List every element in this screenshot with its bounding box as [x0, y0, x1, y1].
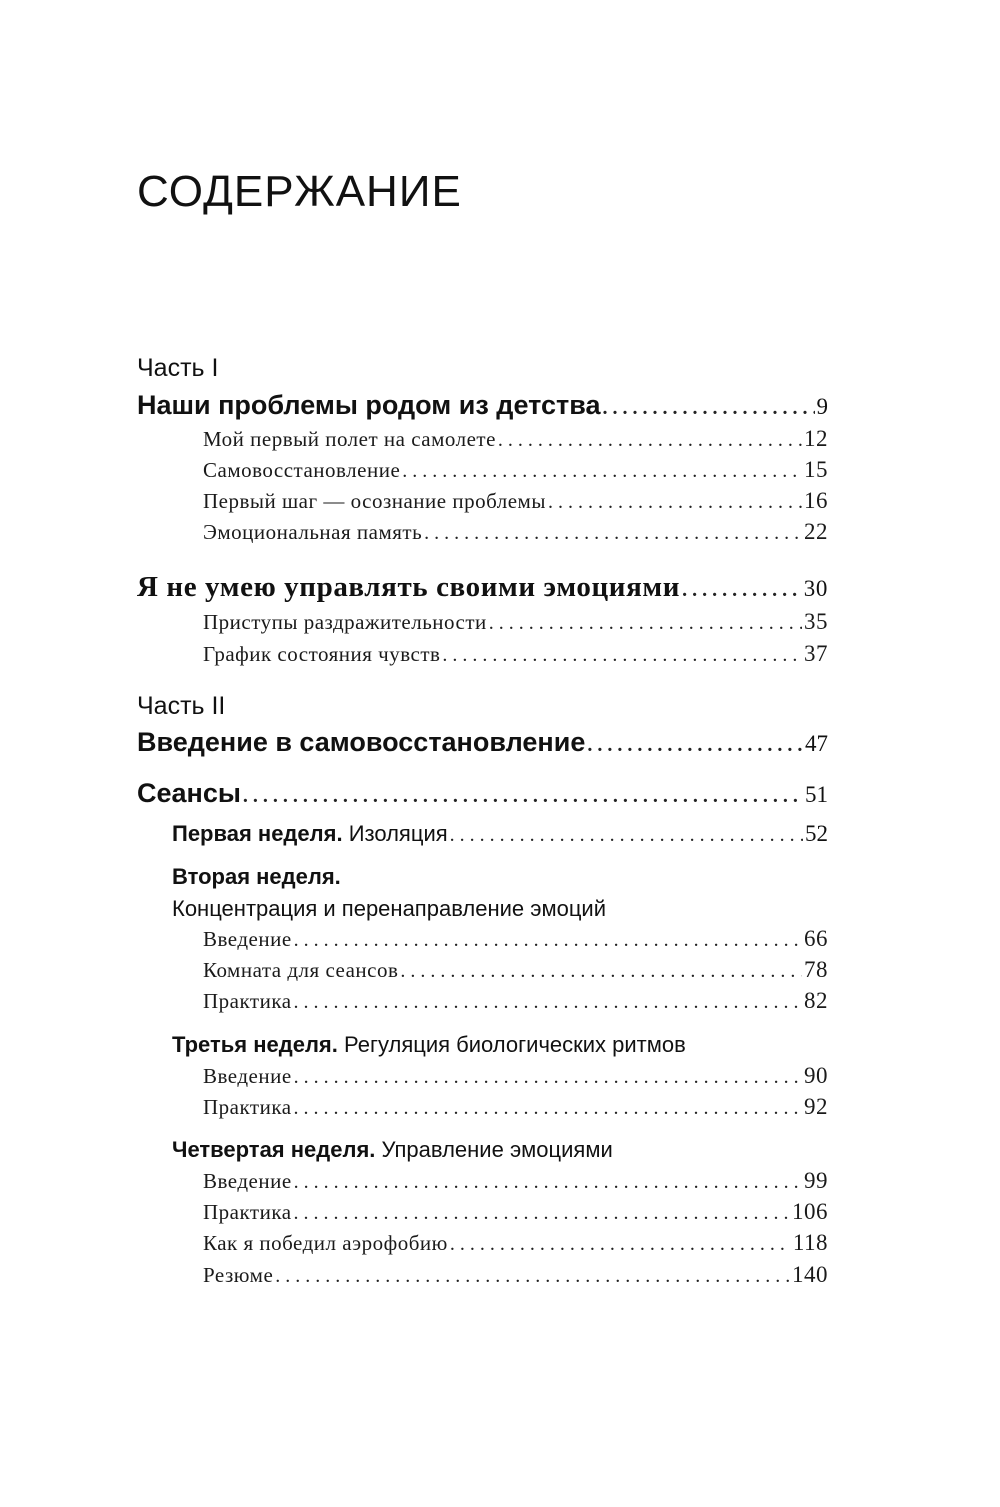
leader-dots [442, 640, 802, 670]
part-2-label: Часть II [137, 692, 226, 720]
week-topic: Управление эмоциями [381, 1137, 613, 1162]
leader-dots [450, 1229, 791, 1259]
entry-title: Как я победил аэрофобию [203, 1231, 448, 1255]
leader-dots [602, 389, 814, 427]
page-number: 51 [805, 782, 828, 807]
entry-title: Приступы раздражительности [203, 610, 487, 634]
toc-entry[interactable] [203, 1092, 828, 1123]
toc-week-3-heading [172, 1029, 686, 1061]
toc-entry[interactable] [203, 1260, 828, 1291]
page-number: 22 [804, 519, 828, 544]
entry-title: Мой первый полет на самолете [203, 427, 496, 451]
toc-entry[interactable] [203, 639, 828, 670]
page-number: 52 [805, 821, 828, 846]
toc-entry[interactable] [203, 455, 828, 486]
leader-dots [400, 956, 802, 986]
week-label [172, 818, 448, 850]
leader-dots [498, 425, 802, 455]
toc-entry[interactable] [203, 424, 828, 455]
week-topic: Концентрация и перенаправление эмоций [172, 896, 606, 921]
entry-title: Резюме [203, 1263, 274, 1287]
page-title: СОДЕРЖАНИЕ [137, 167, 462, 216]
leader-dots [294, 1062, 802, 1092]
leader-dots [424, 518, 802, 548]
page-number: 78 [804, 957, 828, 982]
page-number: 16 [804, 488, 828, 513]
toc-entry[interactable] [203, 486, 828, 517]
entry-title: Практика [203, 989, 292, 1013]
leader-dots [682, 571, 802, 609]
leader-dots [548, 487, 802, 517]
toc-entry[interactable] [203, 1197, 828, 1228]
toc-entry[interactable] [203, 955, 828, 986]
leader-dots [294, 1167, 802, 1197]
toc-entry[interactable] [203, 1061, 828, 1092]
page-number: 82 [804, 988, 828, 1013]
entry-title: График состояния чувств [203, 642, 441, 666]
toc-chapter-2[interactable] [137, 568, 828, 609]
page-number: 90 [804, 1063, 828, 1088]
toc-entry[interactable] [203, 517, 828, 548]
week-topic: Изоляция [348, 821, 448, 846]
toc-entry[interactable] [203, 986, 828, 1017]
week-name: Первая неделя. [172, 821, 343, 846]
page-number: 140 [792, 1262, 828, 1287]
leader-dots [275, 1261, 790, 1291]
leader-dots [489, 608, 802, 638]
page-number: 30 [803, 576, 828, 601]
entry-title: Комната для сеансов [203, 958, 399, 982]
week-name: Вторая неделя. [172, 864, 341, 889]
page-number: 92 [804, 1094, 828, 1119]
toc-week-1[interactable] [172, 818, 828, 851]
entry-title: Введение [203, 1064, 292, 1088]
page-number: 37 [804, 641, 828, 666]
page-number: 47 [805, 731, 828, 756]
leader-dots [294, 1198, 790, 1228]
chapter-title: Введение в самовосстановление [137, 727, 586, 757]
toc-chapter-4[interactable] [137, 774, 828, 815]
toc-chapter-3[interactable] [137, 723, 828, 764]
toc-entry[interactable] [203, 607, 828, 638]
page-number: 106 [792, 1199, 828, 1224]
toc-entry[interactable] [203, 924, 828, 955]
toc-week-2-heading [172, 861, 606, 925]
entry-title: Самовосстановление [203, 458, 401, 482]
page-number: 66 [804, 926, 828, 951]
chapter-title: Наши проблемы родом из детства [137, 390, 601, 420]
entry-title: Практика [203, 1095, 292, 1119]
entry-title: Эмоциональная память [203, 520, 423, 544]
leader-dots [587, 726, 803, 764]
chapter-title: Я не умею управлять своими эмоциями [137, 571, 681, 603]
leader-dots [294, 925, 802, 955]
page-number: 118 [792, 1230, 828, 1255]
page-number: 15 [804, 457, 828, 482]
toc-entry[interactable] [203, 1228, 828, 1259]
toc-week-4-heading [172, 1134, 613, 1166]
entry-title: Введение [203, 1169, 292, 1193]
entry-title: Первый шаг — осознание проблемы [203, 489, 546, 513]
page-number: 35 [804, 609, 828, 634]
page-number: 99 [804, 1168, 828, 1193]
entry-title: Практика [203, 1200, 292, 1224]
leader-dots [294, 1093, 802, 1123]
page-number: 12 [804, 426, 828, 451]
week-topic: Регуляция биологических ритмов [344, 1032, 686, 1057]
week-name: Четвертая неделя. [172, 1137, 376, 1162]
toc-entry[interactable] [203, 1166, 828, 1197]
page-number: 9 [816, 394, 828, 419]
leader-dots [450, 819, 803, 851]
part-1-label: Часть I [137, 354, 219, 382]
week-name: Третья неделя. [172, 1032, 338, 1057]
leader-dots [294, 987, 802, 1017]
leader-dots [402, 456, 802, 486]
entry-title: Введение [203, 927, 292, 951]
chapter-title: Сеансы [137, 778, 241, 808]
toc-chapter-1[interactable] [137, 386, 828, 427]
leader-dots [243, 777, 803, 815]
